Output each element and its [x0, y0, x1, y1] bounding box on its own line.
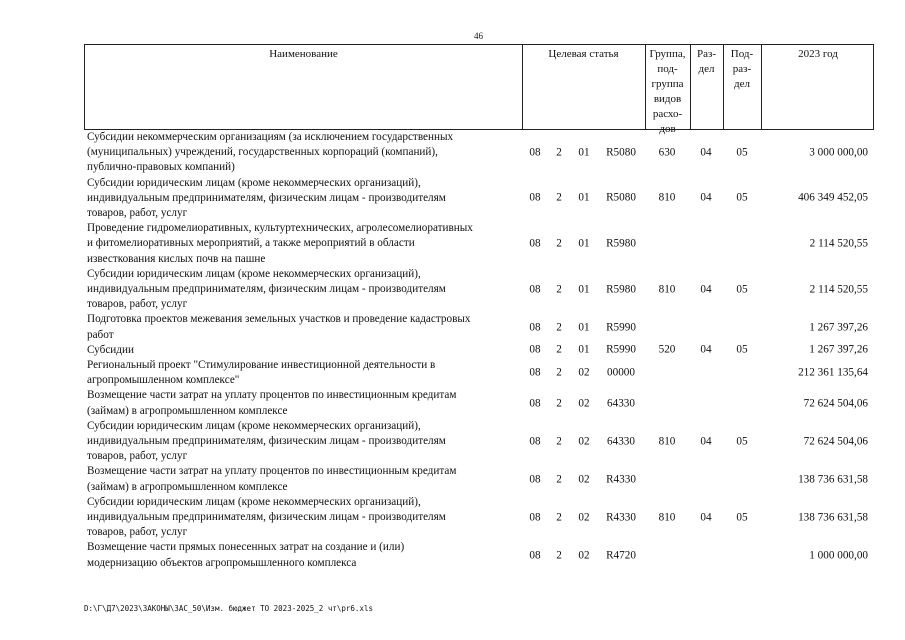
table-row — [84, 343, 874, 358]
cell-c4: R4330 — [606, 511, 636, 524]
row-name-line: Проведение гидромелиоративных, культуртехнических, агролесомелиоративных — [87, 222, 473, 235]
cell-c3: 02 — [578, 435, 590, 448]
header-subsection-line: раз- — [732, 63, 752, 75]
row-name-line: Возмещение части затрат на уплату процентов по инвестиционным кредитам — [87, 465, 457, 478]
cell-c4: R5080 — [606, 191, 636, 204]
cell-c4: R5080 — [606, 146, 636, 159]
header-subsection-line: Под- — [730, 48, 754, 60]
table-row — [84, 388, 874, 418]
row-name-line: индивидуальным предпринимателям, физическим лицам - производителям — [87, 191, 446, 204]
cell-sec: 04 — [700, 511, 712, 524]
cell-c1: 08 — [529, 343, 541, 356]
row-name-line: Субсидии некоммерческим организациям (за исключением государственных — [87, 131, 454, 143]
row-name — [84, 358, 523, 388]
cell-c1: 08 — [529, 146, 541, 159]
cell-amount: 72 624 504,06 — [803, 397, 868, 410]
row-name — [84, 464, 523, 494]
row-name-line: и фитомелиоративных мероприятий, а также мероприятий в области — [87, 237, 415, 250]
row-name-line: (займам) в агропромышленном комплексе — [87, 404, 288, 417]
cell-c4: 64330 — [607, 435, 635, 448]
table-row — [84, 464, 874, 494]
cell-c2: 2 — [556, 237, 562, 250]
cell-c4: R5990 — [606, 321, 636, 334]
cell-amount: 1 000 000,00 — [809, 549, 868, 562]
cell-c1: 08 — [529, 435, 541, 448]
header-group-line: видов — [653, 93, 682, 105]
cell-amount: 72 624 504,06 — [803, 435, 868, 448]
cell-c2: 2 — [556, 511, 562, 524]
header-section-line: дел — [698, 63, 715, 75]
cell-sub: 05 — [736, 283, 748, 296]
cell-c3: 01 — [578, 321, 590, 334]
cell-amount: 1 267 397,26 — [809, 343, 868, 356]
table-row — [84, 221, 874, 267]
file-path-footer: D:\Г\Д7\2023\ЗАКОНЫ\ЗАС_50\Изм. бюджет ТО 2023-2025_2 чт\pr6.xls — [84, 604, 373, 613]
header-target: Целевая статья — [548, 48, 619, 60]
row-name-line: известкования кислых почв на пашне — [87, 252, 266, 265]
cell-c3: 01 — [578, 146, 590, 159]
table-row — [84, 358, 874, 388]
row-name — [84, 176, 523, 222]
cell-amount: 3 000 000,00 — [809, 146, 868, 159]
cell-c3: 02 — [578, 511, 590, 524]
cell-c1: 08 — [529, 191, 541, 204]
row-name-line: товаров, работ, услуг — [87, 207, 188, 220]
row-name — [84, 419, 523, 465]
row-name-line: товаров, работ, услуг — [87, 526, 188, 539]
cell-amount: 138 736 631,58 — [798, 511, 868, 524]
row-name — [84, 388, 523, 418]
cell-amount: 406 349 452,05 — [798, 191, 868, 204]
cell-sub: 05 — [736, 435, 748, 448]
cell-c2: 2 — [556, 473, 562, 486]
table-row — [84, 130, 874, 176]
cell-grp: 630 — [658, 146, 676, 159]
row-name-line: Субсидии — [87, 343, 134, 356]
row-name-line: Региональный проект "Стимулирование инвестиционной деятельности в — [87, 359, 436, 372]
row-name-line: Субсидии юридическим лицам (кроме некоммерческих организаций), — [87, 267, 421, 280]
cell-amount: 2 114 520,55 — [809, 283, 868, 296]
cell-c1: 08 — [529, 549, 541, 562]
cell-sec: 04 — [700, 283, 712, 296]
cell-c2: 2 — [556, 435, 562, 448]
cell-sub: 05 — [736, 511, 748, 524]
cell-c3: 02 — [578, 397, 590, 410]
cell-c3: 02 — [578, 473, 590, 486]
header-subsection-line: дел — [734, 78, 750, 90]
row-name-line: агропромышленном комплексе" — [87, 374, 240, 387]
cell-c1: 08 — [529, 283, 541, 296]
header-group-line: расхо- — [652, 108, 683, 120]
row-name-line: индивидуальным предпринимателям, физическим лицам - производителям — [87, 511, 446, 524]
row-name-line: Возмещение части прямых понесенных затрат на создание и (или) — [87, 541, 405, 554]
cell-c4: R5980 — [606, 283, 636, 296]
table-body — [84, 130, 874, 571]
cell-sub: 05 — [736, 146, 748, 159]
cell-c3: 02 — [578, 549, 590, 562]
cell-c4: R4330 — [606, 473, 636, 486]
row-name-line: модернизацию объектов агропромышленного комплекса — [87, 556, 357, 569]
cell-c2: 2 — [556, 366, 562, 379]
row-name-line: работ — [87, 328, 114, 341]
cell-amount: 2 114 520,55 — [809, 237, 868, 250]
table-header — [84, 44, 874, 135]
table-row — [84, 312, 874, 342]
cell-c2: 2 — [556, 343, 562, 356]
cell-c4: R5990 — [606, 343, 636, 356]
header-group-line: группа — [651, 78, 684, 90]
row-name-line: индивидуальным предпринимателям, физическим лицам - производителям — [87, 435, 446, 448]
row-name-line: Субсидии юридическим лицам (кроме некоммерческих организаций), — [87, 495, 421, 508]
cell-c4: R5980 — [606, 237, 636, 250]
row-name-line: индивидуальным предпринимателям, физическим лицам - производителям — [87, 283, 446, 296]
header-group-line: дов — [659, 123, 676, 135]
cell-c3: 01 — [578, 237, 590, 250]
page-number: 46 — [474, 31, 483, 41]
cell-c2: 2 — [556, 283, 562, 296]
row-name-line: публично-правовых компаний) — [87, 161, 235, 174]
cell-grp: 810 — [658, 435, 676, 448]
cell-c3: 01 — [578, 283, 590, 296]
row-name — [84, 312, 523, 342]
cell-c1: 08 — [529, 366, 541, 379]
cell-amount: 1 267 397,26 — [809, 321, 868, 334]
row-name-line: товаров, работ, услуг — [87, 450, 188, 463]
row-name — [84, 343, 523, 358]
row-name-line: Субсидии юридическим лицам (кроме некоммерческих организаций), — [87, 419, 421, 432]
header-section — [690, 45, 723, 129]
row-name — [84, 540, 523, 570]
cell-c2: 2 — [556, 146, 562, 159]
cell-c1: 08 — [529, 321, 541, 334]
cell-sec: 04 — [700, 146, 712, 159]
cell-sec: 04 — [700, 191, 712, 204]
cell-sub: 05 — [736, 343, 748, 356]
cell-c2: 2 — [556, 191, 562, 204]
cell-c1: 08 — [529, 511, 541, 524]
header-group-line: Группа, — [649, 48, 686, 60]
cell-c3: 01 — [578, 191, 590, 204]
cell-c4: 00000 — [607, 366, 635, 379]
table-row — [84, 419, 874, 465]
table-row — [84, 176, 874, 222]
row-name-line: Субсидии юридическим лицам (кроме некоммерческих организаций), — [87, 176, 421, 189]
cell-c3: 01 — [578, 343, 590, 356]
header-group-line: под- — [657, 63, 678, 75]
row-name — [84, 495, 523, 541]
cell-grp: 520 — [658, 343, 676, 356]
row-name — [84, 267, 523, 313]
header-name: Наименование — [269, 48, 338, 60]
cell-c2: 2 — [556, 549, 562, 562]
header-group — [645, 45, 690, 135]
cell-amount: 138 736 631,58 — [798, 473, 868, 486]
table-row — [84, 495, 874, 541]
cell-c1: 08 — [529, 397, 541, 410]
cell-c4: 64330 — [607, 397, 635, 410]
header-year: 2023 год — [798, 48, 838, 60]
cell-sec: 04 — [700, 343, 712, 356]
row-name-line: (муниципальных) учреждений, государственных корпораций (компаний), — [87, 146, 438, 159]
cell-c2: 2 — [556, 397, 562, 410]
row-name-line: товаров, работ, услуг — [87, 298, 188, 311]
row-name — [84, 130, 523, 176]
cell-amount: 212 361 135,64 — [798, 366, 868, 379]
row-name — [84, 221, 523, 267]
header-subsection — [723, 45, 761, 129]
cell-sub: 05 — [736, 191, 748, 204]
cell-grp: 810 — [658, 511, 676, 524]
row-name-line: Подготовка проектов межевания земельных участков и проведение кадастровых — [87, 313, 471, 326]
table-row — [84, 540, 874, 570]
header-section-line: Раз- — [696, 48, 716, 60]
cell-c2: 2 — [556, 321, 562, 334]
row-name-line: Возмещение части затрат на уплату процентов по инвестиционным кредитам — [87, 389, 457, 402]
cell-grp: 810 — [658, 283, 676, 296]
row-name-line: (займам) в агропромышленном комплексе — [87, 480, 288, 493]
cell-c1: 08 — [529, 237, 541, 250]
table-row — [84, 267, 874, 313]
cell-c1: 08 — [529, 473, 541, 486]
cell-c4: R4720 — [606, 549, 636, 562]
cell-grp: 810 — [658, 191, 676, 204]
cell-sec: 04 — [700, 435, 712, 448]
cell-c3: 02 — [578, 366, 590, 379]
